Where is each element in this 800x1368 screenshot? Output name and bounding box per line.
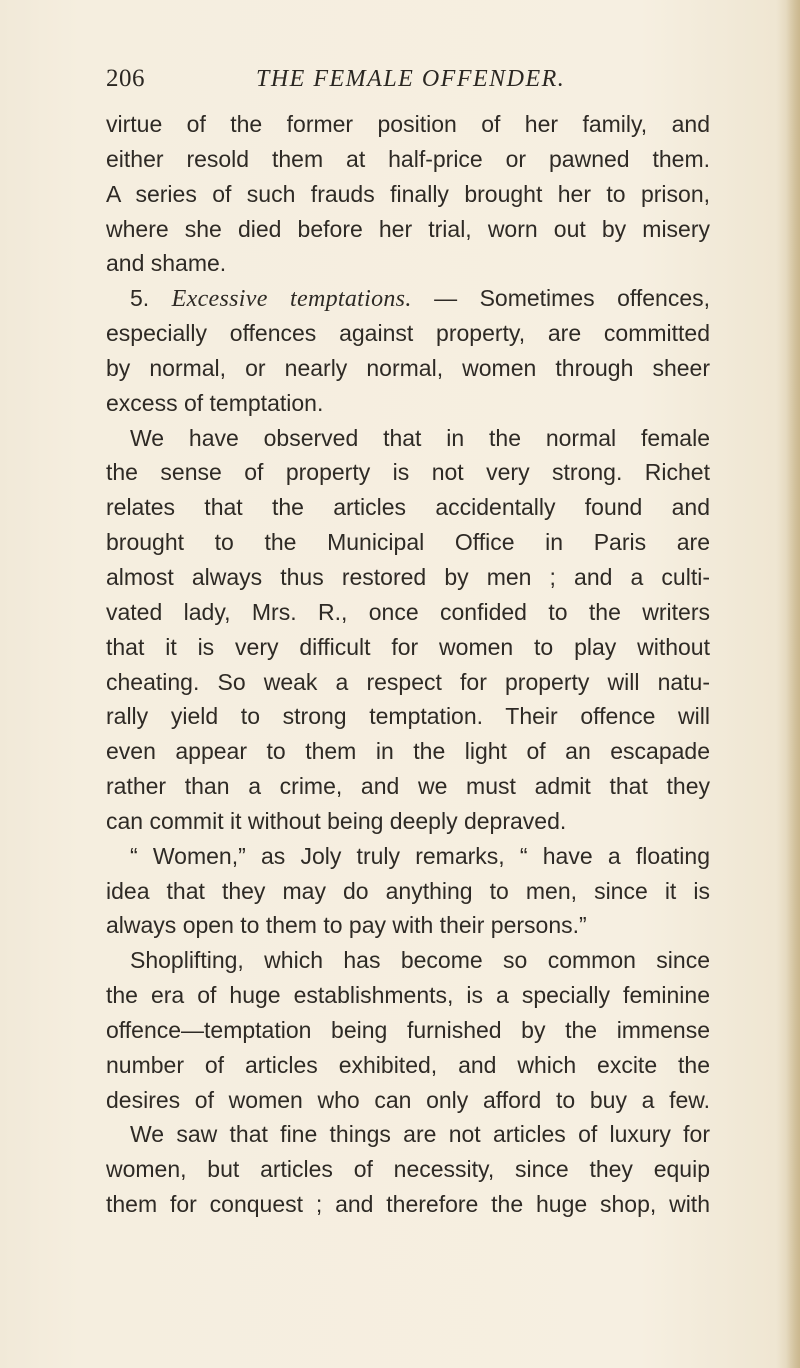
text-line: that it is very difficult for women to play without [106,633,710,660]
text-line: rally yield to strong temptation. Their offence will [106,703,710,730]
text-line: by normal, or nearly normal, women through sheer [106,354,710,381]
text-line: vated lady, Mrs. R., once confided to the writers [106,598,710,625]
text-line: We saw that fine things are not articles of luxury for [130,1121,710,1148]
text-line: especially offences against property, are committed [106,320,710,347]
section-number: 5. [130,285,150,312]
text-line: desires of women who can only afford to buy a few. [106,1086,710,1113]
text-line: relates that the articles accidentally found and [106,494,710,521]
text-line: A series of such frauds finally brought her to prison, [106,180,710,207]
text-line: the sense of property is not very strong. Richet [106,459,710,486]
text-line: always open to them to pay with their persons.” [106,912,587,939]
page-number: 206 [106,65,145,92]
section-heading-line [106,281,710,316]
page-edge-shadow [786,0,800,1368]
text-line: either resold them at half-price or pawned them. [106,145,710,172]
text-line: and shame. [106,250,227,277]
text-line: almost always thus restored by men ; and a culti- [106,563,710,590]
text-line: the era of huge establishments, is a specially feminine [106,982,710,1009]
body-text [106,107,710,1222]
page-header [106,62,710,96]
running-title: THE FEMALE OFFENDER. [256,66,566,92]
text-line: excess of temptation. [106,389,324,416]
section-heading: Excessive temptations. [171,286,412,313]
text-line: them for conquest ; and therefore the huge shop, with [106,1191,710,1218]
text-line: rather than a crime, and we must admit that they [106,773,710,800]
text-line: We have observed that in the normal female [130,424,710,451]
text-line: offence—temptation being furnished by the immense [106,1016,710,1043]
text-line: can commit it without being deeply depraved. [106,807,567,834]
text-line: where she died before her trial, worn out by misery [106,215,710,242]
text-line: brought to the Municipal Office in Paris are [106,529,710,556]
text-line: idea that they may do anything to men, since it is [106,877,710,904]
text-line: even appear to them in the light of an escapade [106,738,710,765]
text-line: “ Women,” as Joly truly remarks, “ have a floating [130,842,710,869]
section-heading-tail: — Sometimes offences, [411,285,711,312]
text-line: number of articles exhibited, and which excite the [106,1051,710,1078]
text-line: Shoplifting, which has become so common since [130,947,710,974]
text-line: women, but articles of necessity, since they equip [106,1156,710,1183]
text-line: virtue of the former position of her family, and [106,111,710,137]
text-line: cheating. So weak a respect for property will natu- [106,668,710,695]
